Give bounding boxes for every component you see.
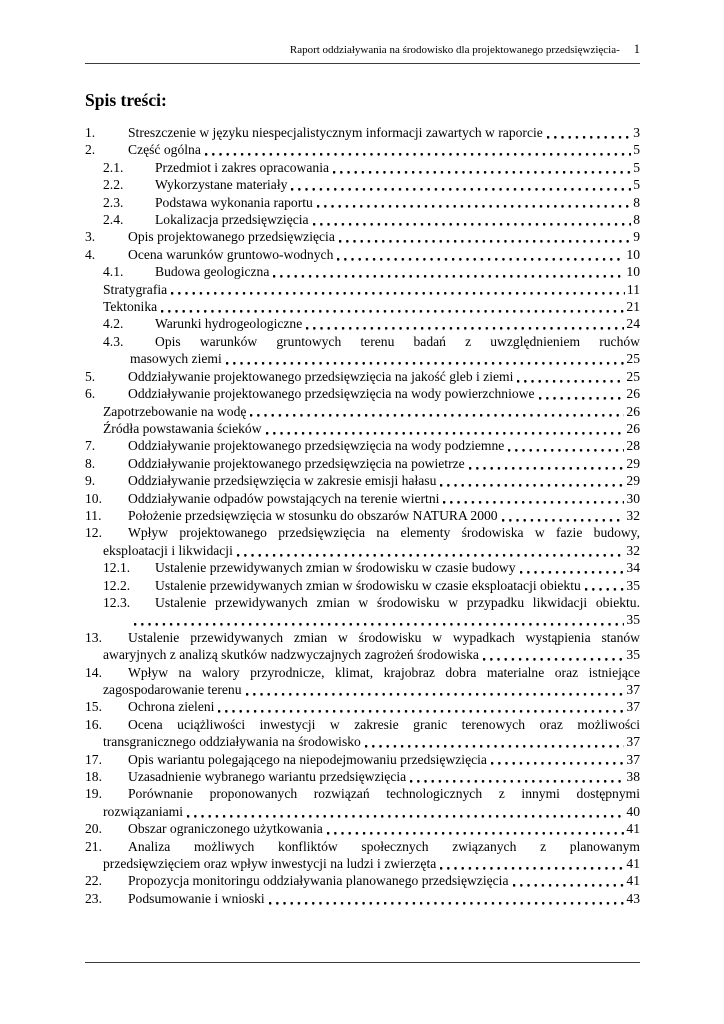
toc-entry-line [103,211,640,228]
toc-entry-title: Część ogólna [128,142,201,158]
toc-entry-title: Stratygrafia [103,281,168,297]
dot-leader [365,738,625,751]
toc-entry-line [85,455,640,472]
toc-entry[interactable] [85,420,640,437]
toc-entry-number: 20. [85,821,102,837]
toc-entry[interactable] [85,315,640,332]
toc-entry[interactable] [85,664,640,699]
toc-entry-page: 35 [626,647,640,663]
page-content [85,0,640,907]
toc-entry[interactable] [85,263,640,280]
toc-entry-line [85,716,640,733]
dot-leader [517,372,624,385]
toc-entry-title: Uzasadnienie wybranego wariantu przedsięwzięcia [128,769,407,785]
toc-entry[interactable] [85,368,640,385]
dot-leader [539,390,625,403]
toc-entry-title: Położenie przedsięwzięcia w stosunku do obszarów NATURA 2000 [128,507,498,523]
toc-entry-line [103,159,640,176]
dot-leader [237,546,625,559]
toc-entry[interactable] [85,385,640,402]
toc-entry-line [85,785,640,802]
dot-leader [337,250,624,263]
toc-entry-line [85,629,640,646]
dot-leader [333,163,631,176]
toc-entry-title: Oddziaływanie przedsięwzięcia w zakresie emisji hałasu [128,473,437,489]
toc-entry-line [85,838,640,855]
toc-entry[interactable] [85,716,640,751]
toc-entry-title: Porównanie proponowanych rozwiązań technologicznych z innymi dostępnymi [128,786,640,802]
toc-entry-page: 35 [626,612,640,628]
toc-entry-page: 30 [626,490,640,506]
toc-entry[interactable] [85,629,640,664]
toc-entry-number: 12.3. [103,594,131,610]
toc-entry-page: 29 [626,473,640,489]
dot-leader [218,703,624,716]
toc-entry-title: Podstawa wykonania raportu [155,194,313,210]
toc-entry-title: zagospodarowanie terenu [103,682,242,697]
toc-entry[interactable] [85,577,640,594]
toc-entry-number: 12.1. [103,560,131,576]
toc-entry-page: 38 [626,769,640,785]
toc-entry[interactable] [85,768,640,785]
toc-entry-line [85,820,640,837]
toc-entry-title: transgranicznego oddziaływania na środowisko [103,734,361,750]
toc-entry[interactable] [85,507,640,524]
toc-entry-line [85,507,640,524]
toc-entry-page: 40 [626,803,640,819]
footer-divider [85,962,640,963]
toc-entry-number: 15. [85,699,102,715]
toc-entry-number: 2.4. [103,212,124,228]
toc-entry-title: Analiza możliwych konfliktów społecznych związanych z planowanym [128,838,640,854]
toc-entry-line [103,281,640,298]
toc-entry-line [103,594,640,611]
toc-entry-page: 24 [626,316,640,332]
toc-entry[interactable] [85,141,640,158]
toc-entry-number: 2. [85,142,96,158]
dot-leader [273,268,624,281]
toc-entry-page: 37 [626,751,640,767]
dot-leader [508,442,624,455]
toc-entry-title: Podsumowanie i wnioski [128,890,265,906]
toc-entry-page: 37 [626,734,640,750]
toc-entry[interactable] [85,211,640,228]
toc-entry-line [85,855,640,872]
toc-entry-page: 9 [633,229,640,245]
toc-entry-number: 13. [85,629,102,645]
toc-entry-line [103,298,640,315]
toc-entry-number: 2.1. [103,159,124,175]
dot-leader [205,146,631,159]
toc-entry-page: 25 [626,368,640,384]
dot-leader [440,859,624,872]
toc-entry[interactable] [85,228,640,245]
toc-entry-title: Warunki hydrogeologiczne [155,316,303,332]
toc-entry-page: 5 [633,142,640,158]
dot-leader [585,581,625,594]
toc-entry-line [103,176,640,193]
toc-entry-page: 28 [626,438,640,454]
toc-entry-title: Ustalenie przewidywanych zmian w środowisku w czasie budowy [155,560,516,576]
toc-entry[interactable] [85,455,640,472]
toc-entry-line [85,490,640,507]
toc-entry-page: 37 [626,682,640,697]
toc-entry[interactable] [85,246,640,263]
toc-entry-title: Ochrona zieleni [128,699,215,715]
toc-entry-title: Ustalenie przewidywanych zmian w środowisku w przypadku likwidacji obiektu. [155,594,640,610]
dot-leader [306,320,624,333]
toc-entry-title: rozwiązaniami [103,803,184,819]
toc-entry-title: awaryjnych z analizą skutków nadzwyczajnych zagrożeń środowiska [103,647,479,663]
toc-entry-page: 35 [626,577,640,593]
toc-entry-number: 2.3. [103,194,124,210]
toc-entry-line [85,664,640,681]
toc-heading: Spis treści: [85,90,167,110]
dot-leader [443,494,624,507]
toc-entry-number: 14. [85,664,102,680]
toc-entry-title: Źródła powstawania ścieków [103,420,262,436]
toc-entry[interactable] [85,872,640,889]
dot-leader [502,511,625,524]
toc-entry-page: 34 [626,560,640,576]
toc-entry-title: eksploatacji i likwidacji [103,542,233,558]
dot-leader [313,215,632,228]
running-header-title: Raport oddziaływania na środowisko dla projektowanego przedsięwzięcia- [289,44,620,56]
toc-entry-number: 7. [85,438,96,454]
toc-entry-title: Ustalenie przewidywanych zmian w środowisku w wypadkach wystąpienia stanów [128,629,640,645]
toc-entry-title: Oddziaływanie odpadów powstających na terenie wiertni [128,490,440,506]
toc-entry[interactable] [85,194,640,211]
toc-entry-page: 41 [626,873,640,889]
dot-leader [410,772,624,785]
toc-entry-page: 10 [626,264,640,280]
toc-entry-page: 26 [626,420,640,436]
toc-entry-number: 4.1. [103,264,124,280]
toc-entry-title: Ustalenie przewidywanych zmian w środowisku w czasie eksploatacji obiektu [155,577,581,593]
toc-list [85,124,640,907]
toc-entry-title: Oddziaływanie projektowanego przedsięwzięcia na jakość gleb i ziemi [128,368,514,384]
toc-entry[interactable] [85,751,640,768]
dot-leader [483,651,624,664]
toc-entry-line [103,333,640,350]
toc-entry-title: Tektonika [103,299,158,315]
toc-entry-line [103,194,640,211]
toc-entry[interactable] [85,559,640,576]
toc-entry-page: 5 [633,159,640,175]
dot-leader [171,285,625,298]
toc-entry-number: 12.2. [103,577,131,593]
toc-entry-line [103,315,640,332]
toc-entry-title: przedsięwzięciem oraz wpływ inwestycji na ludzi i zwierzęta [103,856,437,872]
toc-entry-page: 11 [626,281,640,297]
toc-entry-number: 8. [85,455,96,471]
toc-entry-line [85,681,640,698]
toc-entry-page: 8 [633,212,640,228]
toc-entry-number: 17. [85,751,102,767]
toc-entry[interactable] [85,124,640,141]
dot-leader [327,825,625,838]
toc-entry-line [85,141,640,158]
toc-entry-page: 5 [633,177,640,193]
toc-entry-page: 26 [626,386,640,402]
toc-entry-number: 3. [85,229,96,245]
toc-entry-title: Przedmiot i zakres opracowania [155,159,330,175]
dot-leader [134,616,624,629]
toc-entry-line [85,524,640,541]
dot-leader [469,459,625,472]
toc-entry[interactable] [85,159,640,176]
toc-entry-page: 25 [626,351,640,367]
toc-entry[interactable] [85,298,640,315]
toc-entry-line [85,124,640,141]
toc-entry-line [85,646,640,663]
toc-entry-line [85,872,640,889]
toc-entry-page: 32 [626,507,640,523]
toc-entry-line [103,350,640,367]
toc-entry-line [85,246,640,263]
toc-entry-title: Oddziaływanie projektowanego przedsięwzięcia na wody powierzchniowe [128,386,535,402]
toc-entry-page: 8 [633,194,640,210]
toc-entry-page: 3 [633,125,640,140]
toc-entry-number: 12. [85,525,102,541]
toc-entry-number: 4.2. [103,316,124,332]
toc-entry-title: Opis warunków gruntowych terenu badań z uwzględnieniem ruchów [155,333,640,349]
toc-entry-line [85,698,640,715]
toc-entry[interactable] [85,403,640,420]
toc-entry-title: Zapotrzebowanie na wodę [103,403,247,419]
dot-leader [266,424,625,437]
toc-entry-page: 29 [626,455,640,471]
toc-entry-line [85,437,640,454]
toc-entry-page: 41 [626,856,640,872]
toc-entry-title: Ocena uciążliwości inwestycji w zakresie granic terenowych oraz możliwości [128,716,640,732]
toc-entry-page: 10 [626,246,640,262]
toc-entry-page: 21 [626,299,640,315]
toc-entry-title: Oddziaływanie projektowanego przedsięwzięcia na wody podziemne [128,438,505,454]
dot-leader [187,807,624,820]
toc-entry[interactable] [85,698,640,715]
toc-entry[interactable] [85,820,640,837]
dot-leader [291,181,631,194]
toc-entry[interactable] [85,472,640,489]
toc-entry-line [85,542,640,559]
toc-entry-title: Opis projektowanego przedsięwzięcia [128,229,335,245]
toc-entry-page: 32 [626,542,640,558]
toc-entry-page: 41 [626,821,640,837]
toc-entry-line [103,420,640,437]
toc-entry-title: Streszczenie w języku niespecjalistycznym informacji zawartych w raporcie [128,125,543,140]
toc-entry-number: 16. [85,716,102,732]
toc-entry-title: Oddziaływanie projektowanego przedsięwzięcia na powietrze [128,455,465,471]
dot-leader [491,755,624,768]
toc-entry-title: Ocena warunków gruntowo-wodnych [128,246,334,262]
dot-leader [513,877,625,890]
toc-entry-title: Propozycja monitoringu oddziaływania planowanego przedsięwzięcia [128,873,509,889]
toc-entry-number: 19. [85,786,102,802]
dot-leader [161,302,624,315]
toc-entry-title: Obszar ograniczonego użytkowania [128,821,323,837]
toc-entry[interactable] [85,524,640,559]
dot-leader [547,128,631,141]
toc-entry-line [85,803,640,820]
toc-entry[interactable] [85,785,640,820]
dot-leader [226,355,625,368]
toc-entry[interactable] [85,333,640,368]
toc-entry-title: Wpływ projektowanego przedsięwzięcia na elementy środowiska w fazie budowy, [128,525,640,541]
toc-entry-number: 18. [85,769,102,785]
toc-entry-line [85,733,640,750]
dot-leader [246,685,625,698]
toc-entry-line [85,472,640,489]
dot-leader [440,477,624,490]
toc-entry-line [85,768,640,785]
dot-leader [520,564,625,577]
page-header [85,0,640,64]
toc-entry-title: Wpływ na walory przyrodnicze, klimat, krajobraz dobra materialne oraz istniejące [128,664,640,680]
toc-entry-number: 5. [85,368,96,384]
toc-entry-line [85,385,640,402]
toc-entry[interactable] [85,176,640,193]
dot-leader [317,198,631,211]
toc-entry-title: Budowa geologiczna [155,264,270,280]
toc-entry-page: 43 [626,890,640,906]
dot-leader [339,233,631,246]
dot-leader [269,894,625,907]
toc-entry-line [103,611,640,628]
toc-entry-line [85,368,640,385]
toc-entry-line [103,577,640,594]
toc-entry-number: 21. [85,838,102,854]
dot-leader [250,407,624,420]
page-number: 1 [633,42,640,56]
toc-entry-page: 26 [626,403,640,419]
toc-entry-title: Wykorzystane materiały [155,177,288,193]
toc-entry-number: 22. [85,873,102,889]
toc-entry-line [103,263,640,280]
toc-entry-line [85,890,640,907]
toc-entry[interactable] [85,594,640,629]
toc-entry-number: 6. [85,386,96,402]
toc-entry-line [103,403,640,420]
toc-entry-number: 11. [85,507,102,523]
toc-entry-number: 1. [85,125,96,140]
toc-entry-title: Opis wariantu polegającego na niepodejmowaniu przedsięwzięcia [128,751,487,767]
toc-entry[interactable] [85,490,640,507]
toc-entry[interactable] [85,890,640,907]
toc-entry[interactable] [85,437,640,454]
toc-entry-number: 23. [85,890,102,906]
toc-entry-line [85,751,640,768]
toc-entry-number: 10. [85,490,102,506]
toc-entry-number: 4. [85,246,96,262]
toc-entry-number: 4.3. [103,333,124,349]
toc-entry[interactable] [85,838,640,873]
toc-entry-title: masowych ziemi [130,351,222,367]
toc-entry-page: 37 [626,699,640,715]
toc-entry-number: 9. [85,473,96,489]
toc-entry-line [85,228,640,245]
toc-entry-title: Lokalizacja przedsięwzięcia [155,212,309,228]
toc-entry-number: 2.2. [103,177,124,193]
toc-entry[interactable] [85,281,640,298]
toc-entry-line [103,559,640,576]
